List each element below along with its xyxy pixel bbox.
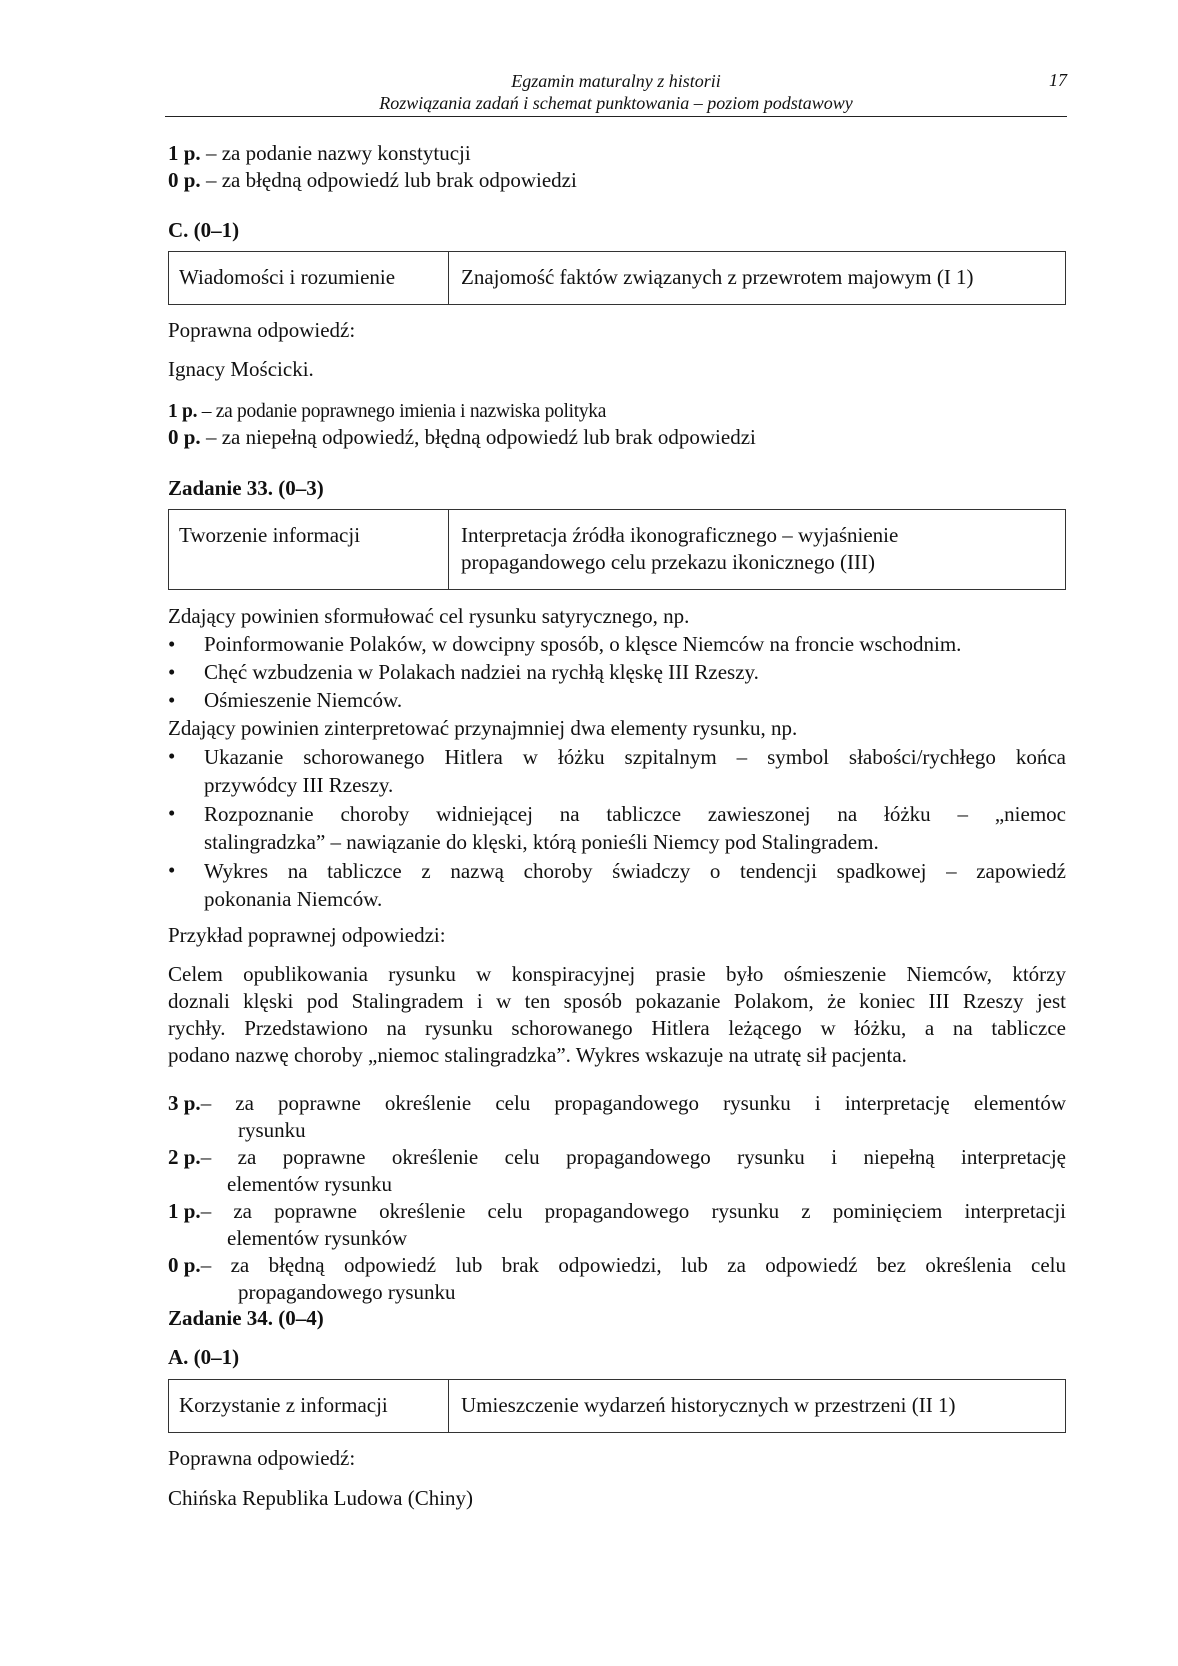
bullet-icon: •: [168, 632, 176, 656]
table-requirement-cell: Umieszczenie wydarzeń historycznych w przestrzeni (II 1): [461, 1393, 956, 1417]
scoring-text-continued: rysunku: [238, 1118, 306, 1142]
correct-answer: Chińska Republika Ludowa (Chiny): [168, 1486, 474, 1510]
requirement-line: Interpretacja źródła ikonograficznego – wyjaśnienie: [461, 523, 899, 547]
task-34-requirements-table: [168, 1379, 1066, 1433]
requirement-line: propagandowego celu przekazu ikonicznego (III): [461, 550, 875, 574]
scoring-entry: [168, 1198, 1066, 1252]
scoring-points: 3 p.: [168, 1091, 201, 1115]
scoring-line: [168, 424, 756, 451]
bullet-icon: •: [168, 801, 176, 825]
example-label: Przykład poprawnej odpowiedzi:: [168, 923, 446, 947]
bullet-line: stalingradzka” – nawiązanie do klęski, którą ponieśli Niemcy pod Stalingradem.: [204, 830, 879, 854]
scoring-points: 0 p.: [168, 425, 201, 449]
bullet-item: [204, 743, 1066, 799]
example-line: rychły. Przedstawiono na rysunku schorowanego Hitlera leżącego w łóżku, a na tabliczce: [168, 1016, 1066, 1040]
scoring-text-continued: elementów rysunku: [227, 1172, 393, 1196]
bullet-item: Poinformowanie Polaków, w dowcipny sposób, o klęsce Niemców na froncie wschodnim.: [204, 632, 962, 656]
page-header: [165, 70, 1067, 117]
bullet-item: Ośmieszenie Niemców.: [204, 688, 403, 712]
scoring-points: 0 p.: [168, 168, 201, 192]
task-34-heading: Zadanie 34. (0–4): [168, 1306, 324, 1330]
example-line: Celem opublikowania rysunku w konspiracyjnej prasie było ośmieszenie Niemców, którzy: [168, 962, 1066, 986]
instruction-text: Zdający powinien zinterpretować przynajmniej dwa elementy rysunku, np.: [168, 716, 798, 740]
scoring-text: – za podanie nazwy konstytucji: [200, 141, 471, 165]
instruction-text: Zdający powinien sformułować cel rysunku satyrycznego, np.: [168, 604, 690, 628]
bullet-line: przywódcy III Rzeszy.: [204, 773, 394, 797]
scoring-text: – za poprawne określenie celu propagandowego rysunku i niepełną interpretację: [200, 1145, 1066, 1169]
answer-label: Poprawna odpowiedź:: [168, 1446, 356, 1470]
scoring-text-continued: elementów rysunków: [227, 1226, 408, 1250]
scoring-text: – za niepełną odpowiedź, błędną odpowiedź lub brak odpowiedzi: [200, 425, 756, 449]
bullet-icon: •: [168, 744, 176, 768]
scoring-points: 1 p.: [168, 1199, 201, 1223]
answer-label: Poprawna odpowiedź:: [168, 318, 356, 342]
bullet-item: Chęć wzbudzenia w Polakach nadziei na rychłą klęskę III Rzeszy.: [204, 660, 759, 684]
scoring-entry: [168, 1090, 1066, 1144]
scoring-text: – za błędną odpowiedź lub brak odpowiedzi, lub za odpowiedź bez określenia celu: [200, 1253, 1066, 1277]
scoring-entry: [168, 1252, 1066, 1306]
bullet-item: [204, 857, 1066, 913]
bullet-icon: •: [168, 688, 176, 712]
bullet-icon: •: [168, 858, 176, 882]
example-line: doznali klęski pod Stalingradem i w ten sposób pokazanie Polakom, że koniec III Rzeszy jest: [168, 989, 1066, 1013]
scoring-line: [168, 140, 471, 167]
scoring-text: – za podanie poprawnego imienia i nazwiska polityka: [197, 401, 607, 422]
scoring-text-continued: propagandowego rysunku: [238, 1280, 456, 1304]
example-line: podano nazwę choroby „niemoc stalingradzka”. Wykres wskazuje na utratę sił pacjenta.: [168, 1043, 907, 1067]
scoring-line: [168, 167, 577, 194]
scoring-points: 2 p.: [168, 1145, 201, 1169]
table-category-cell: Wiadomości i rozumienie: [169, 252, 449, 304]
header-subtitle: Rozwiązania zadań i schemat punktowania – poziom podstawowy: [379, 93, 853, 113]
task-33-requirements-table: [168, 509, 1066, 590]
page-number: 17: [1049, 70, 1067, 90]
scoring-points: 1 p.: [168, 141, 201, 165]
bullet-line: Rozpoznanie choroby widniejącej na tabliczce zawieszonej na łóżku – „niemoc: [204, 802, 1066, 826]
correct-answer: Ignacy Mościcki.: [168, 357, 314, 381]
scoring-text: – za poprawne określenie celu propagandowego rysunku i interpretację elementów: [200, 1091, 1066, 1115]
header-exam-title: Egzamin maturalny z historii: [511, 71, 721, 91]
table-category-cell: Korzystanie z informacji: [169, 1380, 449, 1432]
scoring-points: 0 p.: [168, 1253, 201, 1277]
scoring-entry: [168, 1144, 1066, 1198]
bullet-icon: •: [168, 660, 176, 684]
table-category-cell: Tworzenie informacji: [169, 510, 449, 589]
table-requirement-cell: Znajomość faktów związanych z przewrotem majowym (I 1): [461, 265, 974, 289]
part-c-requirements-table: [168, 251, 1066, 305]
bullet-item: [204, 800, 1066, 856]
example-answer: [168, 961, 1066, 1069]
scoring-text: – za poprawne określenie celu propagandowego rysunku z pominięciem interpretacji: [200, 1199, 1066, 1223]
bullet-line: Wykres na tabliczce z nazwą choroby świadczy o tendencji spadkowej – zapowiedź: [204, 859, 1066, 883]
bullet-line: pokonania Niemców.: [204, 887, 383, 911]
scoring-line: [168, 398, 606, 425]
part-a-heading: A. (0–1): [168, 1345, 240, 1369]
part-c-heading: C. (0–1): [168, 218, 240, 242]
bullet-line: Ukazanie schorowanego Hitlera w łóżku szpitalnym – symbol słabości/rychłego końca: [204, 745, 1066, 769]
task-33-heading: Zadanie 33. (0–3): [168, 476, 324, 500]
scoring-text: – za błędną odpowiedź lub brak odpowiedzi: [200, 168, 577, 192]
table-requirement-cell: [449, 510, 1065, 589]
scoring-points: 1 p.: [168, 401, 198, 422]
